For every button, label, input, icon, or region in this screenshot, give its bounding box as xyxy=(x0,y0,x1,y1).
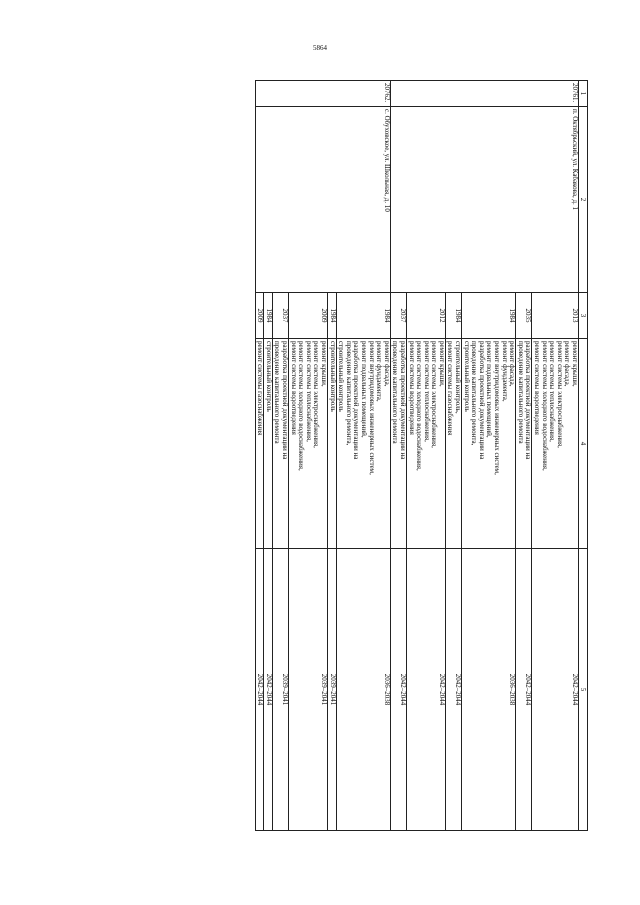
work-item: ремонт системы теплоснабжения, xyxy=(304,341,313,442)
work-item: разработка проектной документации на xyxy=(281,341,290,460)
work-item: строительный контроль xyxy=(337,341,346,412)
work-item: ремонт системы теплоснабжения, xyxy=(422,341,431,442)
capital-repair-table xyxy=(255,80,588,831)
work-item: проведение капитального ремонта, xyxy=(470,341,479,446)
table-row xyxy=(336,81,390,831)
work-item: ремонт крыши, xyxy=(437,341,446,387)
planned-period: 2042–2044 xyxy=(516,549,532,831)
work-item: ремонт системы теплоснабжения, xyxy=(548,341,557,442)
work-item: строительный контроль, xyxy=(454,341,463,414)
planned-period: 2042–2044 xyxy=(532,549,579,831)
last-repair-year: 2013 xyxy=(532,293,579,339)
last-repair-year: 2035 xyxy=(516,293,532,339)
work-item: ремонт системы холодного водоснабжения, xyxy=(297,341,306,471)
work-item: строительный контроль xyxy=(264,341,273,412)
work-item: ремонт фасада, xyxy=(563,341,572,387)
page-number: 5864 xyxy=(313,44,327,52)
last-repair-year: 2037 xyxy=(390,293,406,339)
works-list xyxy=(532,339,579,549)
work-item: разработка проектной документации на xyxy=(477,341,486,460)
last-repair-year: 2012 xyxy=(406,293,445,339)
last-repair-year: 1984 xyxy=(336,293,390,339)
work-item: ремонт подвальных помещений, xyxy=(485,341,494,438)
table-row xyxy=(532,81,579,831)
building-number: 20762. xyxy=(255,81,390,107)
work-item: ремонт системы газоснабжения xyxy=(256,341,265,436)
last-repair-year: 2009 xyxy=(255,293,264,339)
work-item: ремонт системы холодного водоснабжения, xyxy=(540,341,549,471)
work-item: ремонт системы водоотведения xyxy=(533,341,542,435)
building-address: п. Октябрьский, ул. Кабакова, д. 1 xyxy=(390,107,578,293)
work-item: ремонт системы водоотведения xyxy=(407,341,416,435)
planned-period: 2039–2041 xyxy=(272,549,288,831)
planned-period: 2039–2041 xyxy=(289,549,328,831)
work-item: ремонт подвальных помещений, xyxy=(359,341,368,438)
planned-period: 2042–2044 xyxy=(264,549,273,831)
work-item: ремонт системы газоснабжения xyxy=(446,341,455,436)
last-repair-year: 1984 xyxy=(328,293,337,339)
work-item: строительный контроль xyxy=(328,341,337,412)
work-item: ремонт фасада, xyxy=(382,341,391,387)
work-item: ремонт системы электроснабжения, xyxy=(312,341,321,448)
works-list xyxy=(516,339,532,549)
work-item: ремонт крыши, xyxy=(571,341,579,387)
works-list xyxy=(255,339,264,549)
planned-period: 2042–2044 xyxy=(390,549,406,831)
last-repair-year: 1984 xyxy=(445,293,461,339)
last-repair-year: 1984 xyxy=(462,293,516,339)
header-col-5: 5 xyxy=(579,549,588,831)
works-list xyxy=(264,339,273,549)
work-item: разработка проектной документации на xyxy=(398,341,407,460)
work-item: проведение капитального ремонта, xyxy=(344,341,353,446)
work-item: ремонт внутридомовых инженерных систем, xyxy=(493,341,502,475)
work-item: разработка проектной документации на xyxy=(352,341,361,460)
work-item: разработка проектной документации на xyxy=(524,341,533,460)
work-item: ремонт крыши, xyxy=(320,341,328,387)
work-item: ремонт системы электроснабжения, xyxy=(555,341,564,448)
work-item: строительный контроль xyxy=(462,341,471,412)
planned-period: 2042–2044 xyxy=(406,549,445,831)
last-repair-year: 2037 xyxy=(272,293,288,339)
header-col-2: 2 xyxy=(579,107,588,293)
work-item: ремонт фундамента, xyxy=(375,341,384,402)
last-repair-year: 2009 xyxy=(289,293,328,339)
planned-period: 2036–2038 xyxy=(336,549,390,831)
works-list xyxy=(445,339,461,549)
work-item: проведение капитального ремонта xyxy=(273,341,282,444)
header-row xyxy=(579,81,588,831)
work-item: ремонт системы холодного водоснабжения, xyxy=(415,341,424,471)
planned-period: 2039–2041 xyxy=(328,549,337,831)
header-col-3: 3 xyxy=(579,293,588,339)
work-item: ремонт фундамента, xyxy=(500,341,509,402)
works-list xyxy=(462,339,516,549)
planned-period: 2036–2038 xyxy=(462,549,516,831)
building-address: с. Обуховское, ул. Школьная, д. 10 xyxy=(255,107,390,293)
work-item: ремонт системы электроснабжения, xyxy=(430,341,439,448)
building-number: 20761. xyxy=(390,81,578,107)
works-list xyxy=(328,339,337,549)
work-item: проведение капитального ремонта xyxy=(391,341,400,444)
work-item: ремонт фасада, xyxy=(508,341,517,387)
planned-period: 2042–2044 xyxy=(445,549,461,831)
works-list xyxy=(336,339,390,549)
header-col-4: 4 xyxy=(579,339,588,549)
header-col-1: 1 xyxy=(579,81,588,107)
work-item: проведение капитального ремонта xyxy=(516,341,525,444)
works-list xyxy=(406,339,445,549)
work-item: ремонт внутридомовых инженерных систем, xyxy=(367,341,376,475)
works-list xyxy=(390,339,406,549)
planned-period: 2042–2044 xyxy=(255,549,264,831)
last-repair-year: 1984 xyxy=(264,293,273,339)
works-list xyxy=(272,339,288,549)
works-list xyxy=(289,339,328,549)
work-item: ремонт системы водоотведения xyxy=(289,341,298,435)
rotated-table-container xyxy=(88,80,588,830)
